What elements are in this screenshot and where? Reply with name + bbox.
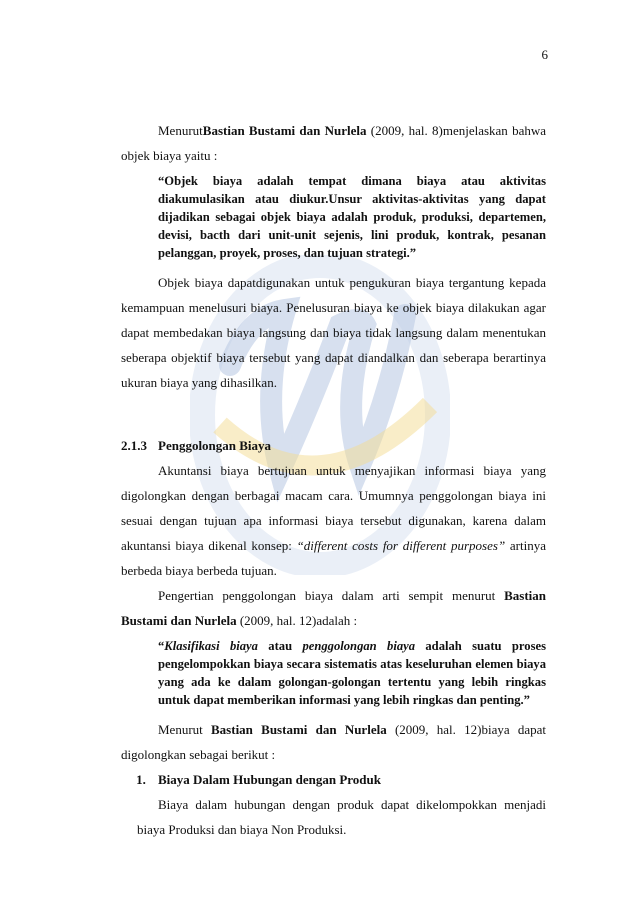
paragraph-menurut: Menurut Bastian Bustami dan Nurlela (2009, hal. 12)biaya dapat digolongkan sebagai berikut : bbox=[121, 722, 546, 762]
list-item-1: 1. Biaya Dalam Hubungan dengan Produk bbox=[136, 772, 381, 787]
paragraph-akuntansi-biaya: Akuntansi biaya bertujuan untuk menyajikan informasi biaya yang digolongkan dengan berbagai macam cara. Umumnya penggolongan biaya ini sesuai dengan tujuan apa informasi biaya tersebut digunakan, karena dalam akuntansi biaya dikenal konsep: “different costs for different purposes” artinya berbeda biaya berbeda tujuan. bbox=[121, 463, 547, 578]
paragraph-biaya-produk: Biaya dalam hubungan dengan produk dapat dikelompokkan menjadi biaya Produksi dan biaya Non Produksi. bbox=[137, 797, 546, 837]
list-item-1-body bbox=[137, 792, 546, 842]
quote-objek-biaya: “Objek biaya adalah tempat dimana biaya atau aktivitas diakumulasikan atau diukur.Unsur aktivitas-aktivitas yang dapat dijadikan sebagai objek biaya adalah produk, produksi, departemen, devisi, bacth dari unit-unit sejenis, lini produk, kontrak, pesanan pelanggan, proyek, proses, dan tujuan strategi.” bbox=[158, 174, 546, 260]
quote-klasifikasi: “Klasifikasi biaya atau penggolongan biaya adalah suatu proses pengelompokkan biaya secara sistematis atas keseluruhan elemen biaya yang ada ke dalam golongan-golongan tertentu yang lebih ringkas untuk dapat memberikan informasi yang lebih ringkas dan penting.” bbox=[158, 639, 546, 707]
paragraph-intro: MenurutBastian Bustami dan Nurlela (2009, hal. 8)menjelaskan bahwa objek biaya yaitu : bbox=[121, 123, 546, 163]
page-number: 6 bbox=[541, 47, 548, 62]
section-heading: 2.1.3 Penggolongan Biaya bbox=[121, 438, 272, 453]
paragraph-pengertian: Pengertian penggolongan biaya dalam arti sempit menurut Bastian Bustami dan Nurlela (2009, hal. 12)adalah : bbox=[121, 588, 546, 628]
paragraph-objek-biaya: Objek biaya dapatdigunakan untuk pengukuran biaya tergantung kepada kemampuan menelusuri biaya. Penelusuran biaya ke objek biaya dilakukan agar dapat membedakan biaya langsung dan biaya tidak langsung dalam menentukan seberapa objektif biaya tersebut yang dapat diandalkan dan seberapa berartinya ukuran biaya yang dihasilkan. bbox=[121, 275, 546, 390]
document-body bbox=[121, 118, 546, 842]
